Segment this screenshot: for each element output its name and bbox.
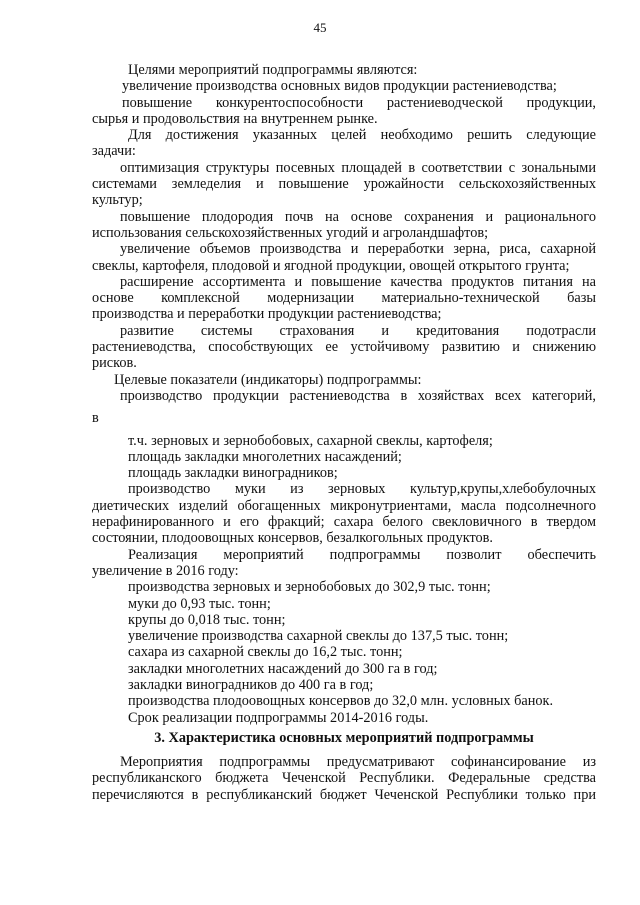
text-line: сырья и продовольствия на внутреннем рынке. — [92, 110, 378, 127]
text-line: свеклы, картофеля, плодовой и ягодной продукции, овощей открытого грунта; — [92, 257, 570, 274]
page-number: 45 — [313, 20, 327, 35]
text-line: перечисляются в республиканский бюджет Чеченской Республики только при — [92, 786, 596, 803]
text-line: производства плодоовощных консервов до 32,0 млн. условных банок. — [128, 693, 554, 710]
text-line: в — [92, 410, 99, 427]
text-line: диетических изделий обогащенных микронутриентами, масла подсолнечного — [92, 497, 596, 514]
text-line: расширение ассортимента и повышение качества продуктов питания на — [120, 273, 596, 290]
body-text — [92, 62, 596, 803]
text-line: Целевые показатели (индикаторы) подпрограммы: — [114, 371, 422, 388]
paragraph-block — [92, 62, 596, 726]
text-line: площадь закладки виноградников; — [128, 465, 338, 482]
text-line: закладки многолетних насаждений до 300 га в год; — [128, 660, 438, 677]
text-line: увеличение объемов производства и переработки зерна, риса, сахарной — [120, 241, 596, 258]
text-line: задачи: — [92, 143, 136, 160]
text-line: культур; — [92, 192, 143, 209]
section-heading: 3. Характеристика основных мероприятий подпрограммы — [154, 729, 534, 746]
text-line: повышение плодородия почв на основе сохранения и рационального — [120, 208, 596, 225]
text-line: Целями мероприятий подпрограммы являются: — [128, 62, 418, 78]
text-line: растениеводства, способствующих ее устойчивому развитию и снижению — [92, 339, 596, 356]
text-line: нерафинированного и его фракций; сахара белого свекловичного в твердом — [92, 514, 596, 531]
text-line: системами земледелия и повышение урожайности сельскохозяйственных — [92, 176, 596, 193]
text-line: состоянии, плодоовощных консервов, безалкогольных продуктов. — [92, 530, 494, 547]
text-line: Реализация мероприятий подпрограммы позволит обеспечить — [128, 546, 596, 563]
text-line: увеличение производства сахарной свеклы до 137,5 тыс. тонн; — [128, 628, 509, 645]
text-line: площадь закладки многолетних насаждений; — [128, 448, 402, 465]
text-line: сахара из сахарной свеклы до 16,2 тыс. тонн; — [128, 644, 403, 661]
text-line: использования сельскохозяйственных угодий и агроландшафтов; — [92, 224, 489, 241]
text-line: повышение конкурентоспособности растениеводческой продукции, — [122, 94, 596, 111]
text-line: Для достижения указанных целей необходимо решить следующие — [128, 127, 596, 144]
text-line: республиканского бюджета Чеченской Республики. Федеральные средства — [92, 770, 596, 787]
text-line: муки до 0,93 тыс. тонн; — [128, 595, 271, 612]
text-line: развитие системы страхования и кредитования подотрасли — [120, 322, 596, 339]
text-line: производство продукции растениеводства в хозяйствах всех категорий, — [120, 387, 596, 404]
text-line: т.ч. зерновых и зернобобовых, сахарной свеклы, картофеля; — [128, 432, 493, 449]
text-line: рисков. — [92, 355, 137, 372]
text-line: оптимизация структуры посевных площадей в соответствии с зональными — [120, 159, 596, 176]
text-line: основе комплексной модернизации материально-технической базы — [92, 290, 596, 307]
text-line: закладки виноградников до 400 га в год; — [128, 676, 374, 693]
text-line: производства зерновых и зернобобовых до 302,9 тыс. тонн; — [128, 579, 491, 596]
text-line: Срок реализации подпрограммы 2014-2016 годы. — [128, 709, 429, 726]
text-line: крупы до 0,018 тыс. тонн; — [128, 611, 286, 628]
text-line: производство муки из зерновых культур,крупы,хлебобулочных — [128, 481, 596, 498]
text-line: увеличение в 2016 году: — [92, 562, 239, 579]
text-line: Мероприятия подпрограммы предусматривают софинансирование из — [120, 754, 596, 771]
text-line: производства и переработки продукции растениеводства; — [92, 306, 442, 323]
text-line: увеличение производства основных видов продукции растениеводства; — [122, 78, 557, 95]
paragraph-block-after-heading — [92, 754, 596, 803]
